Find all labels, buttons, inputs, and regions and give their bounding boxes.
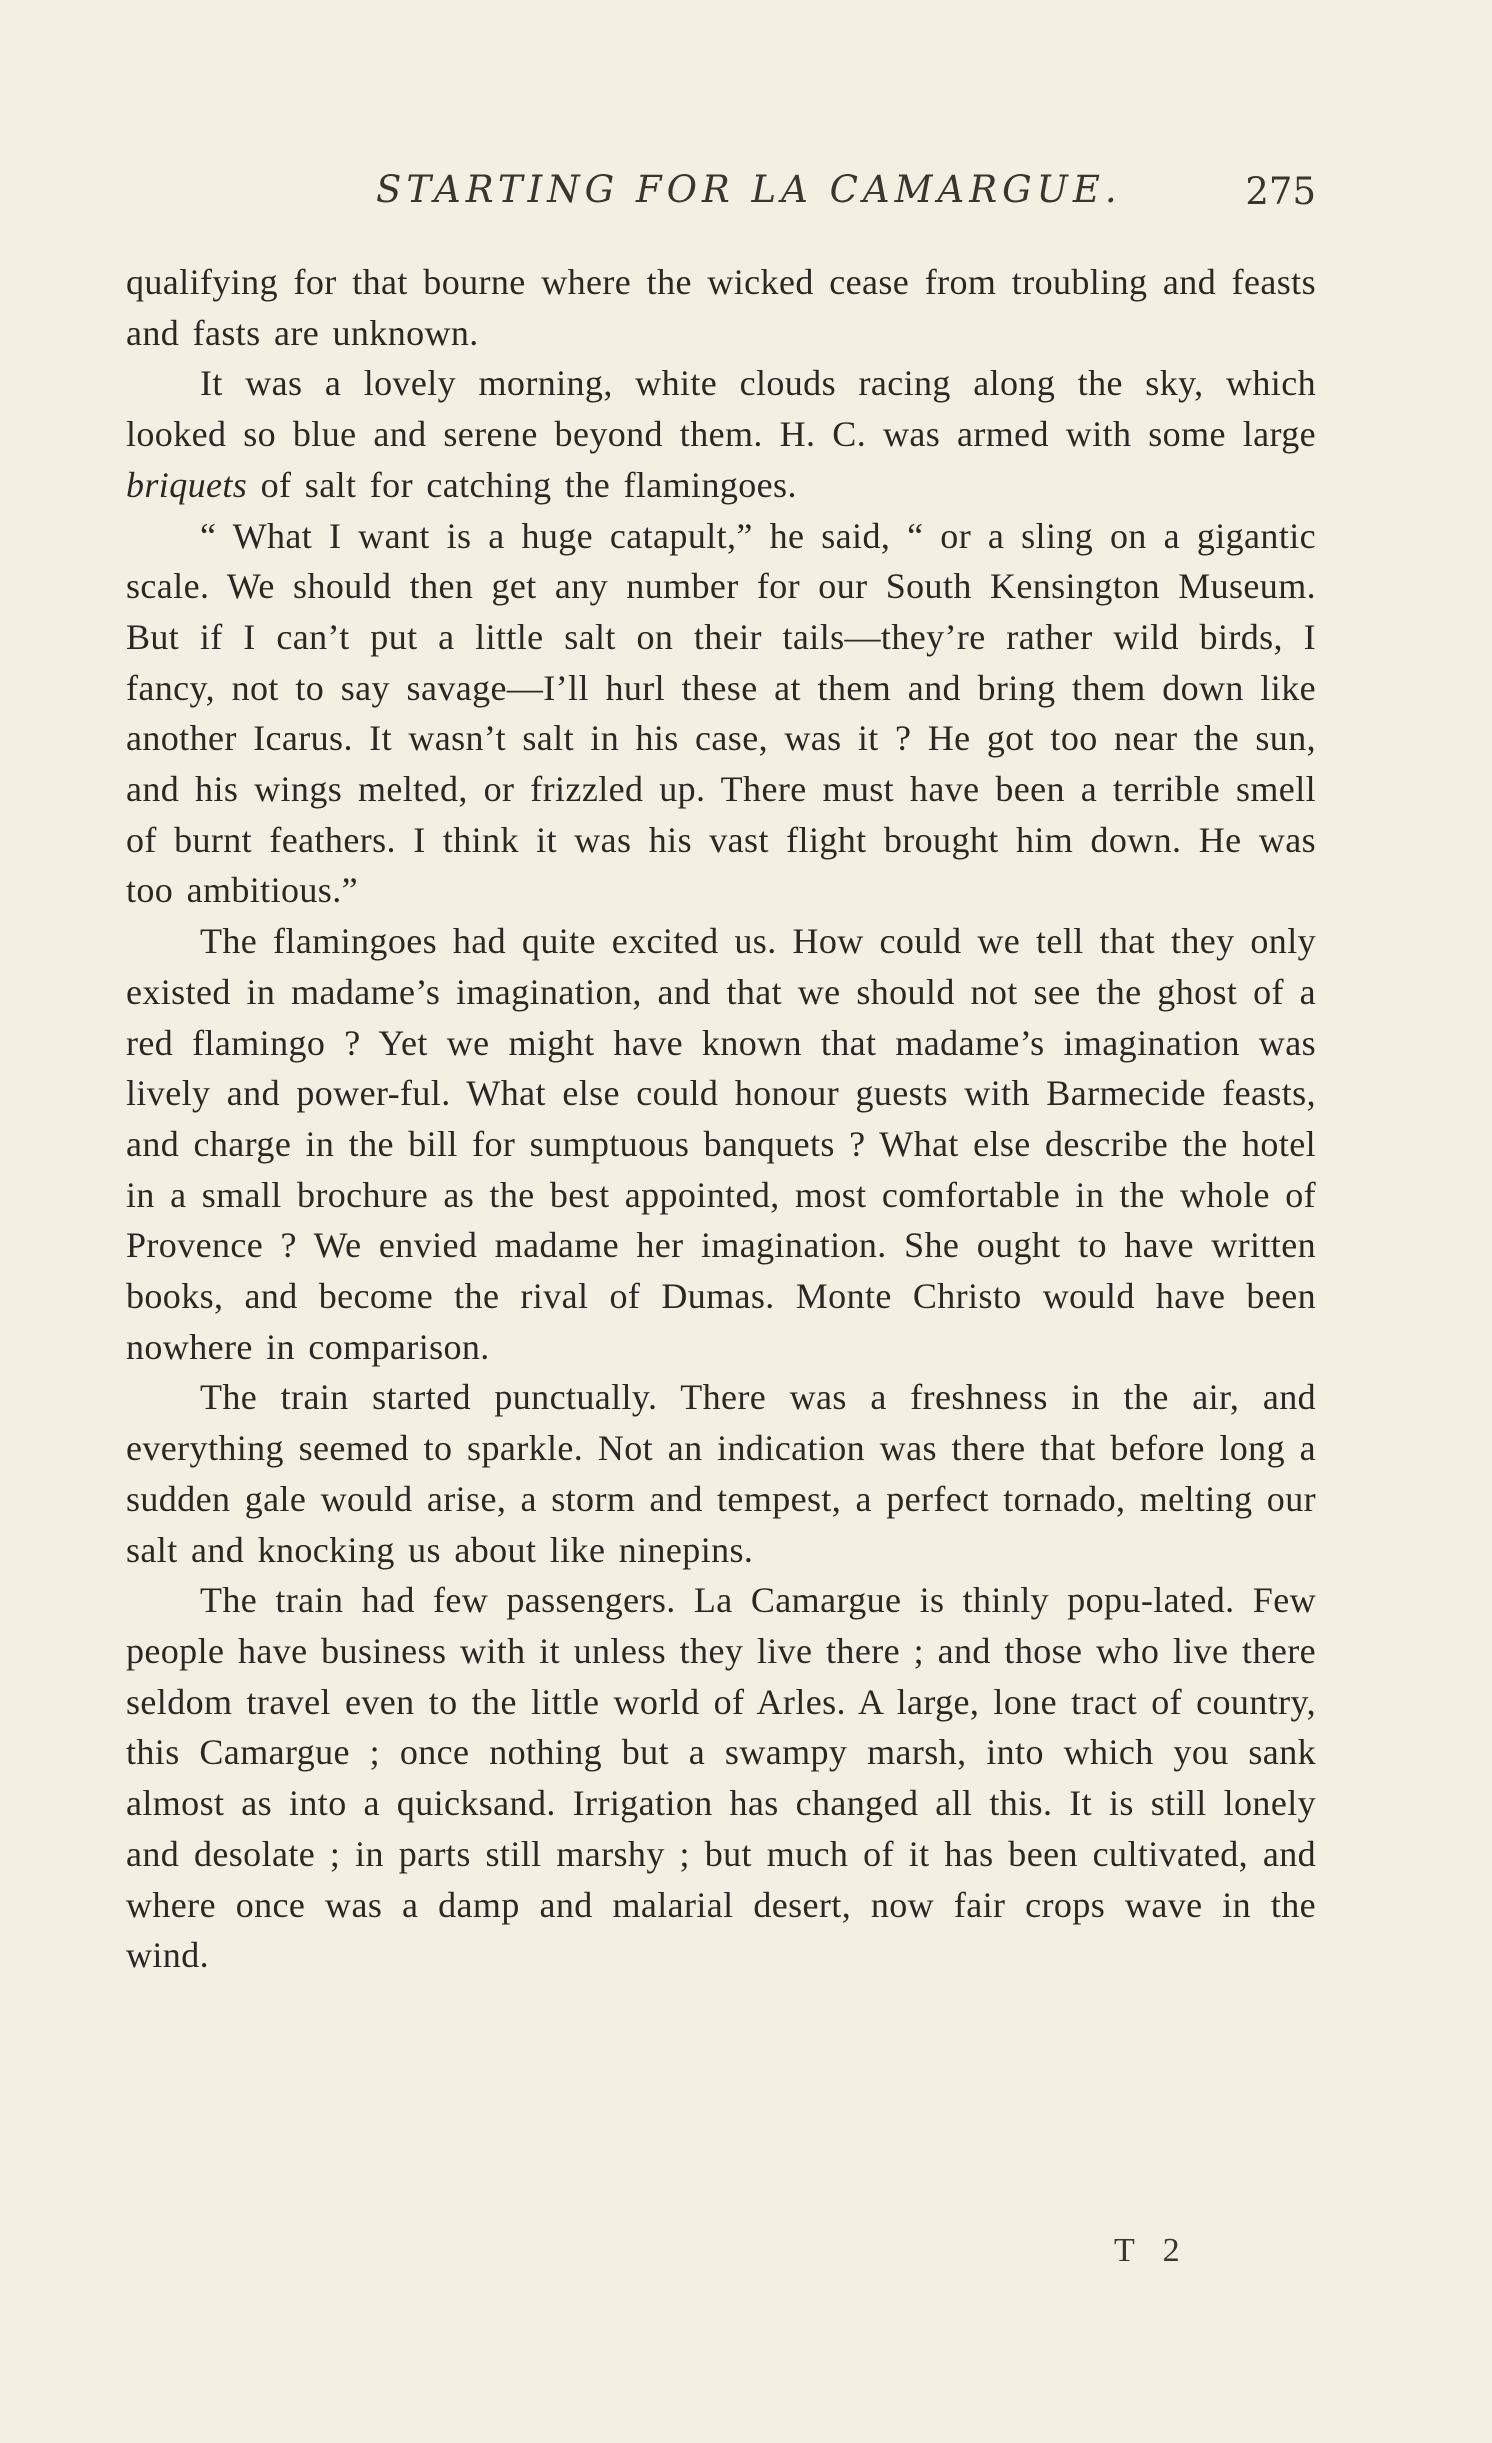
page-header — [126, 168, 1316, 218]
paragraph — [126, 1575, 1316, 1981]
paragraph — [126, 358, 1316, 510]
text-segment: qualifying for that bourne where the wicked cease from troubling and feasts and fasts are unknown. — [126, 262, 1316, 353]
italic-term: briquets — [126, 464, 248, 505]
body-text — [126, 257, 1316, 1981]
text-segment: “ What I want is a huge catapult,” he said, “ or a sling on a gigantic scale. We should then get any number for our South Kensington Museum. But if I can’t put a little salt on their tails—they’re rather wild birds, I fancy, not to say savage—I’ll hurl these at them and bring them down like another Icarus. It wasn’t salt in his case, was it ? He got too near the sun, and his wings melted, or frizzled up. There must have been a terrible smell of burnt feathers. I think it was his vast flight brought him down. He was too ambitious.” — [126, 515, 1316, 911]
text-segment: The train had few passengers. La Camargue is thinly popu-lated. Few people have business with it unless they live there ; and those who live there seldom travel even to the little world of Arles. A large, lone tract of country, this Camargue ; once nothing but a swampy marsh, into which you sank almost as into a quicksand. Irrigation has changed all this. It is still lonely and desolate ; in parts still marshy ; but much of it has been cultivated, and where once was a damp and malarial desert, now fair crops wave in the wind. — [126, 1580, 1316, 1976]
text-segment: The train started punctually. There was a freshness in the air, and everything seemed to sparkle. Not an indication was there that before long a sudden gale would arise, a storm and tempest, a perfect tornado, melting our salt and knocking us about like ninepins. — [126, 1377, 1316, 1570]
paragraph — [126, 916, 1316, 1372]
text-segment: The flamingoes had quite excited us. How could we tell that they only existed in madame’s imagination, and that we should not see the ghost of a red flamingo ? Yet we might have known that madame’s imagination was lively and power-ful. What else could honour guests with Barmecide feasts, and charge in the bill for sumptuous banquets ? What else describe the hotel in a small brochure as the best appointed, most comfortable in the whole of Provence ? We envied madame her imagination. She ought to have written books, and become the rival of Dumas. Monte Christo would have been nowhere in comparison. — [126, 921, 1316, 1367]
paragraph — [126, 257, 1316, 358]
paragraph — [126, 1372, 1316, 1575]
signature-mark: T 2 — [1114, 2232, 1190, 2269]
running-title: STARTING FOR LA CAMARGUE. — [376, 168, 1122, 211]
text-segment: It was a lovely morning, white clouds racing along the sky, which looked so blue and serene beyond them. H. C. was armed with some large — [126, 363, 1316, 455]
page-number: 275 — [1245, 170, 1316, 213]
text-segment: of salt for catching the flamingoes. — [247, 464, 797, 505]
paragraph — [126, 511, 1316, 917]
